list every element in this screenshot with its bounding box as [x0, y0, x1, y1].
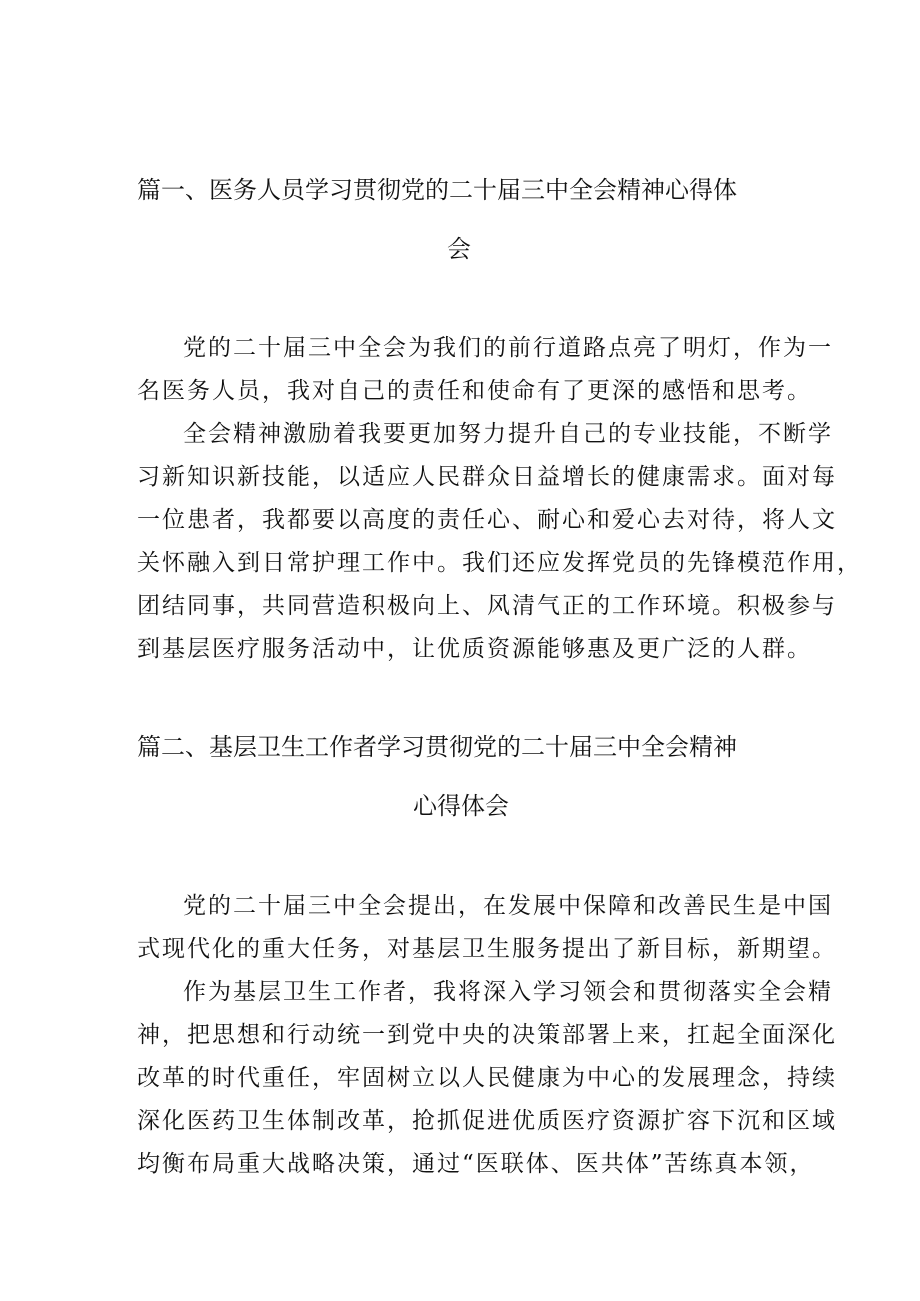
section1-body [137, 327, 862, 671]
section2-title-line1: 篇二、基层卫生工作者学习贯彻党的二十届三中全会精神 [137, 733, 737, 761]
section1-p2-line5: 团结同事，共同营造积极向上、风清气正的工作环境。积极参与 [137, 593, 837, 619]
section2-title-line2: 心得体会 [413, 792, 509, 820]
section1-title-line1: 篇一、医务人员学习贯彻党的二十届三中全会精神心得体 [137, 176, 737, 204]
section1-p2-line2: 习新知识新技能，以适应人民群众日益增长的健康需求。面对每 [137, 464, 837, 490]
section1-p1-line2: 名医务人员，我对自己的责任和使命有了更深的感悟和思考。 [137, 378, 812, 404]
section2-p1-line2: 式现代化的重大任务，对基层卫生服务提出了新目标，新期望。 [137, 936, 837, 962]
section1-p2-line6: 到基层医疗服务活动中，让优质资源能够惠及更广泛的人群。 [137, 636, 812, 662]
section1-title-line2: 会 [447, 235, 471, 263]
section2-p2-line5: 均衡布局重大战略决策，通过“医联体、医共体”苦练真本领， [137, 1151, 815, 1177]
section1-p2-line4: 关怀融入到日常护理工作中。我们还应发挥党员的先锋模范作用， [137, 550, 862, 576]
section1-p1-line1: 党的二十届三中全会为我们的前行道路点亮了明灯，作为一 [183, 335, 833, 361]
section2-p2-line4: 深化医药卫生体制改革，抢抓促进优质医疗资源扩容下沉和区域 [137, 1108, 837, 1134]
section2-p2-line1: 作为基层卫生工作者，我将深入学习领会和贯彻落实全会精 [183, 979, 833, 1005]
section1-p2-line1: 全会精神激励着我要更加努力提升自己的专业技能，不断学 [183, 421, 833, 447]
section1-p2-line3: 一位患者，我都要以高度的责任心、耐心和爱心去对待，将人文 [137, 507, 837, 533]
section2-p2-line3: 改革的时代重任，牢固树立以人民健康为中心的发展理念，持续 [137, 1065, 837, 1091]
section2-body [137, 885, 837, 1186]
section2-p2-line2: 神，把思想和行动统一到党中央的决策部署上来，扛起全面深化 [137, 1022, 837, 1048]
section2-p1-line1: 党的二十届三中全会提出，在发展中保障和改善民生是中国 [183, 893, 833, 919]
